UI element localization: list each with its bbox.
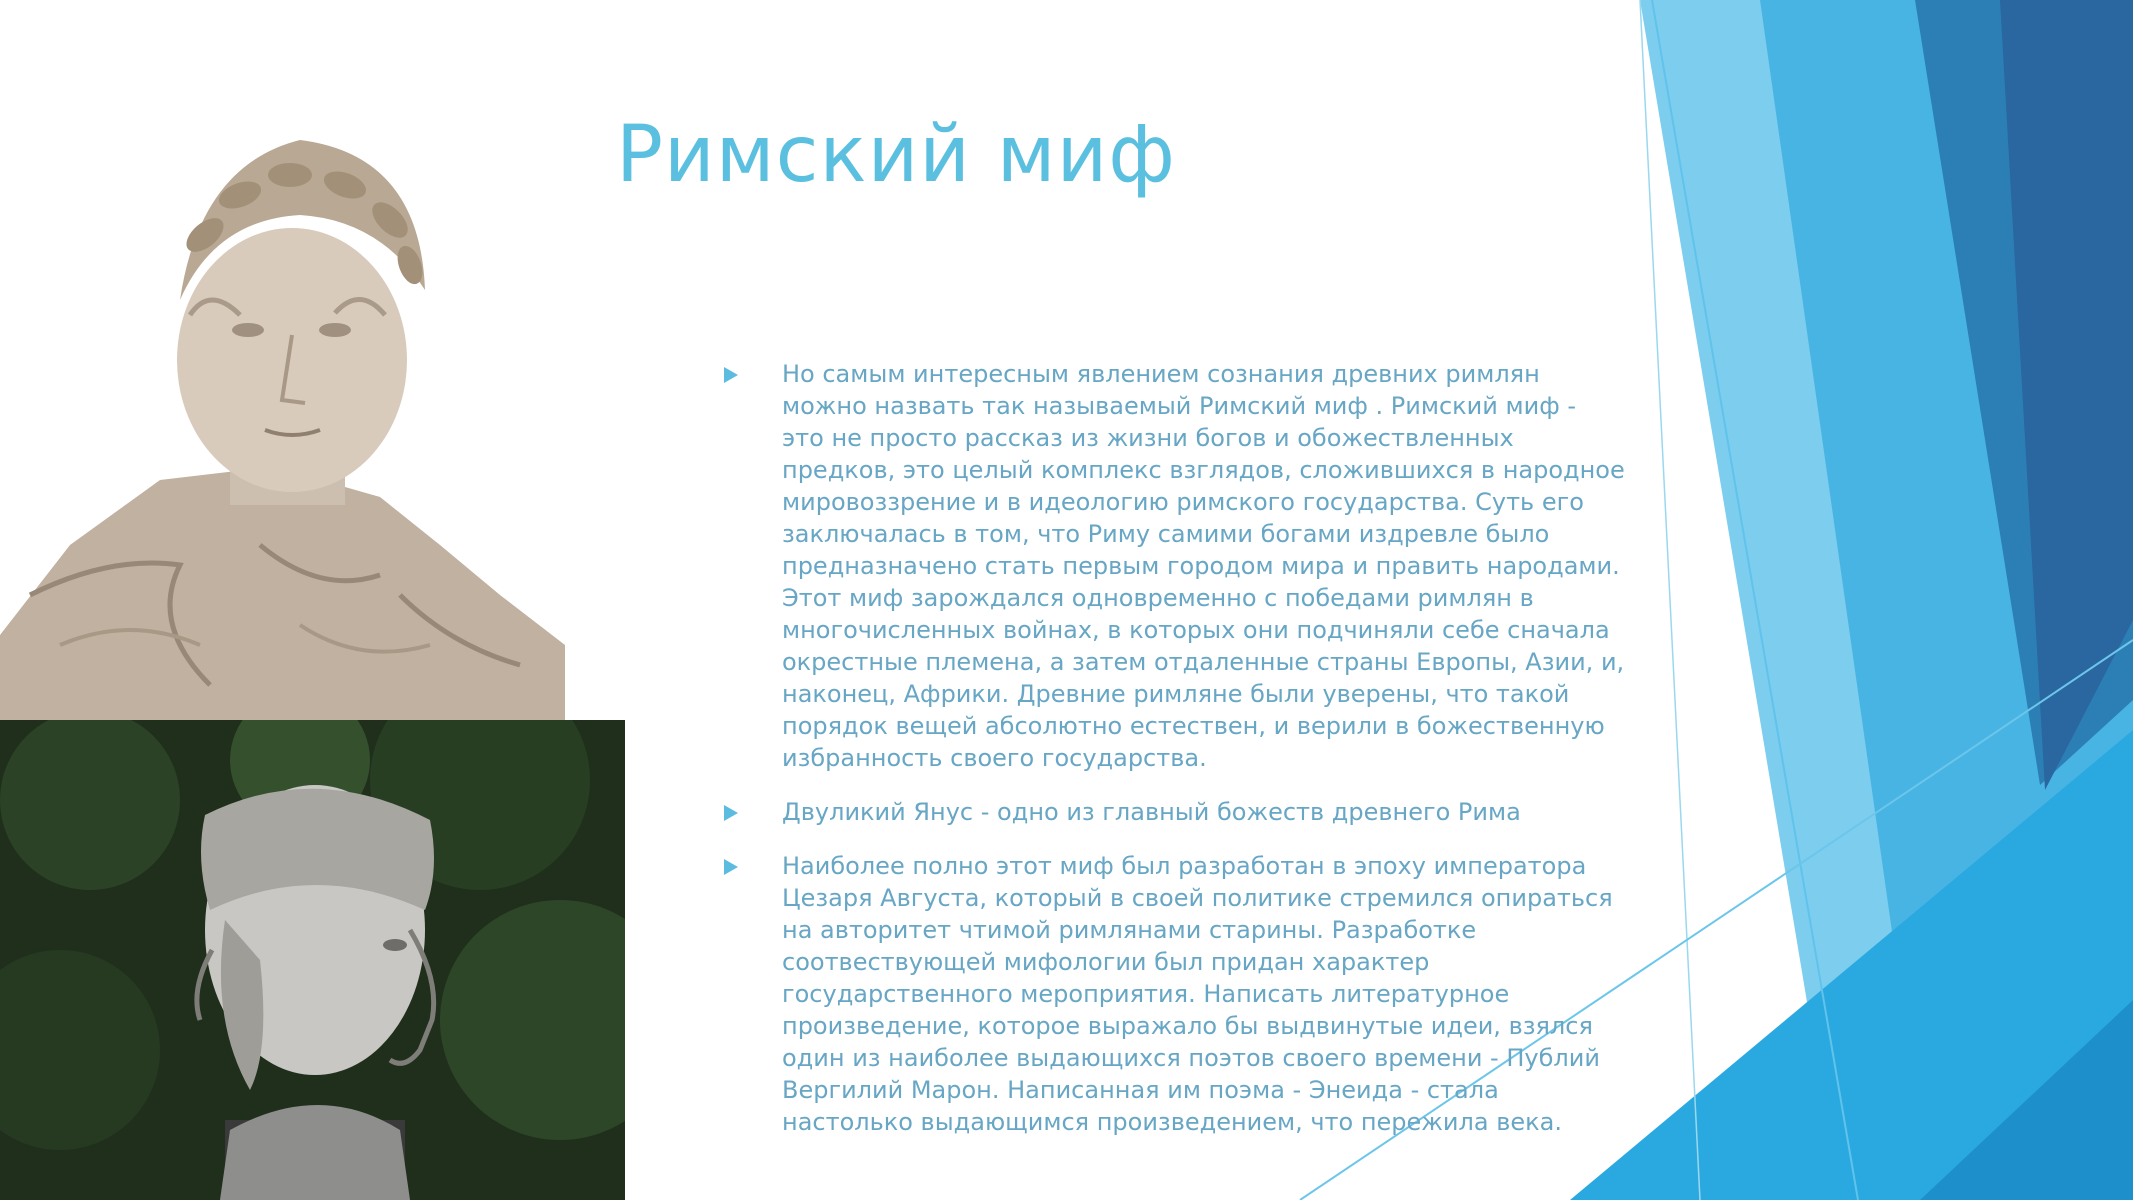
list-item: [720, 850, 1625, 1138]
bullet-text: Наиболее полно этот миф был разработан в эпоху императора Цезаря Августа, который в своей политике стремился опираться на авторитет чтимой римлянами старины. Разработке соотвествующей мифологии был придан характер государственного мероприятия. Написать литературное произведение, которое выражало бы выдвинутые идеи, взялся один из наиболее выдающихся поэтов своего времени - Публий Вергилий Марон. Написанная им поэма - Энеида - стала настолько выдающимся произведением, что пережила века.: [782, 852, 1613, 1136]
list-item: [720, 796, 1625, 828]
janus-bust-image: [0, 720, 625, 1200]
bullet-list: [720, 358, 1625, 1160]
bullet-text: Но самым интересным явлением сознания древних римлян можно назвать так называемый Римский миф . Римский миф - это не просто рассказ из жизни богов и обожествленных предков, это целый комплекс взглядов, сложившихся в народное мировоззрение и в идеологию римского государства. Суть его заключалась в том, что Риму самими богами издревле было предназначено стать первым городом мира и править народами. Этот миф зарождался одновременно с победами римлян в многочисленных войнах, в которых они подчиняли себе сначала окрестные племена, а затем отдаленные страны Европы, Азии, и, наконец, Африки. Древние римляне были уверены, что такой порядок вещей абсолютно естествен, и верили в божественную избранность своего государства.: [782, 360, 1625, 772]
bullet-triangle-icon: [724, 859, 738, 875]
caesar-statue-image: [0, 125, 565, 720]
bullet-text: Двуликий Янус - одно из главный божеств древнего Рима: [782, 798, 1521, 826]
list-item: [720, 358, 1625, 774]
slide-title: Римский миф: [616, 110, 1176, 200]
bullet-triangle-icon: [724, 805, 738, 821]
bullet-triangle-icon: [724, 367, 738, 383]
